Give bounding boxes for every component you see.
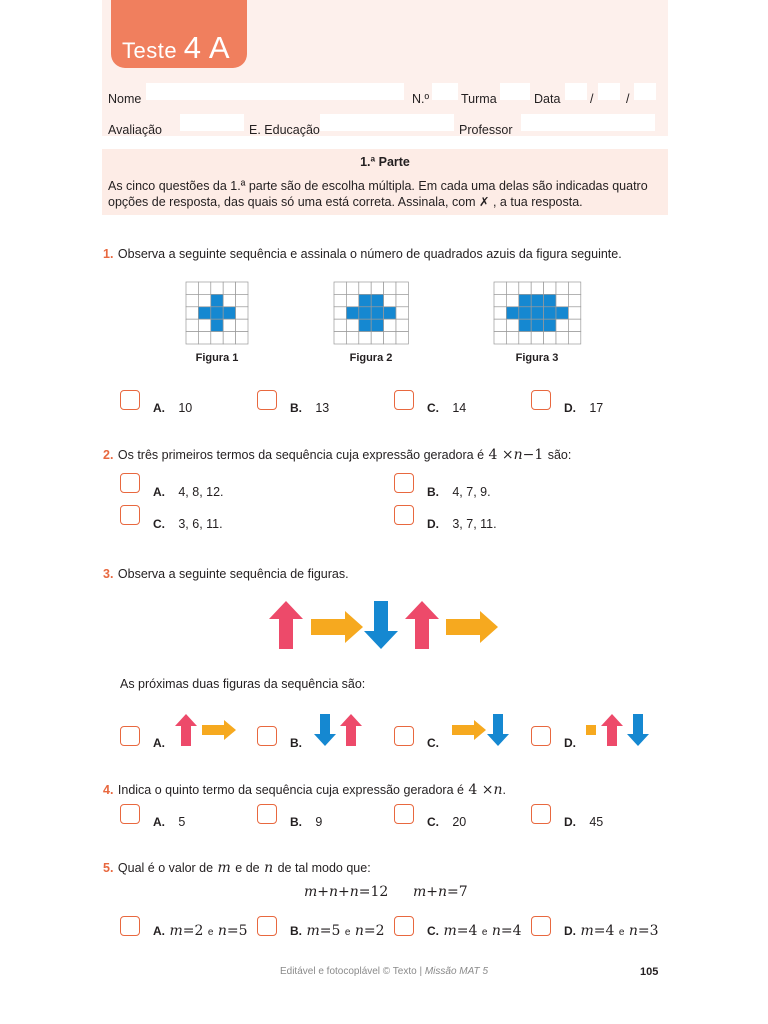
equation-2: 𝑚+𝑛=7 — [413, 884, 468, 900]
number-label: N.º — [412, 92, 430, 106]
grid-cell — [223, 319, 235, 331]
question-text: Observa a seguinte sequência e assinala o número de quadrados azuis da figura seguinte. — [117, 247, 622, 261]
grid-cell — [396, 294, 408, 306]
grid-cell — [506, 282, 518, 294]
grid-cell — [223, 282, 235, 294]
date-day-field[interactable] — [565, 83, 587, 100]
grid-cell-filled — [223, 307, 235, 319]
date-separator: / — [590, 92, 594, 106]
grid-cell-filled — [371, 294, 383, 306]
blue-down-arrow-icon — [487, 714, 509, 746]
grid-cell — [223, 294, 235, 306]
grid-cell — [494, 332, 506, 344]
grid-cell — [334, 294, 346, 306]
option-a: A. 4, 8, 12. — [153, 485, 224, 499]
grid-cell — [346, 332, 358, 344]
option-checkbox[interactable] — [120, 804, 140, 824]
grid-cell-filled — [384, 307, 396, 319]
grid-cell — [211, 332, 223, 344]
question-number: 4. — [103, 783, 114, 797]
grid-cell — [371, 282, 383, 294]
grid-cell-filled — [198, 307, 210, 319]
option-a: A. 5 — [153, 815, 186, 829]
grid-cell-filled — [544, 294, 556, 306]
grid-cell — [506, 332, 518, 344]
grid-cell — [568, 332, 580, 344]
grid-cell — [556, 319, 568, 331]
question-number: 5. — [103, 861, 114, 875]
grid-cell — [556, 282, 568, 294]
option-d: D. 45 — [564, 815, 604, 829]
figure-caption: Figura 2 — [349, 352, 393, 364]
grid-cell — [236, 294, 248, 306]
grid-cell — [384, 282, 396, 294]
grid-cell — [544, 282, 556, 294]
grid-cell-filled — [346, 307, 358, 319]
grid-cell — [506, 294, 518, 306]
math-expression: 4 ×𝑛−1 — [488, 447, 544, 463]
grid-cell-filled — [359, 294, 371, 306]
question-number: 3. — [103, 567, 114, 581]
blue-down-arrow-icon — [627, 714, 649, 746]
grid-cell — [334, 332, 346, 344]
teacher-field[interactable] — [521, 114, 655, 131]
question-text: Os três primeiros termos da sequência cuja expressão geradora é — [117, 448, 485, 462]
grid-cell-filled — [359, 307, 371, 319]
grid-cell-filled — [371, 307, 383, 319]
grid-cell — [556, 294, 568, 306]
grid-cell-filled — [531, 319, 543, 331]
blue-down-arrow-icon — [314, 714, 336, 746]
grid-cell — [346, 294, 358, 306]
grid-cell — [236, 307, 248, 319]
grid-cell — [494, 319, 506, 331]
pink-up-arrow-icon — [405, 601, 439, 649]
grid-cell-filled — [519, 319, 531, 331]
guardian-field[interactable] — [320, 114, 454, 131]
grid-cell-filled — [359, 319, 371, 331]
evaluation-field[interactable] — [180, 114, 244, 131]
grid-cell — [531, 282, 543, 294]
option-checkbox[interactable] — [257, 804, 277, 824]
option-d: D. 3, 7, 11. — [427, 517, 497, 531]
grid-cell-filled — [211, 294, 223, 306]
option-a: A. 10 — [153, 401, 193, 415]
grid-cell — [186, 282, 198, 294]
question-5: 5. Qual é o valor de 𝑚 e de 𝑛 de tal modo que: — [103, 860, 371, 876]
question-number: 2. — [103, 448, 114, 462]
pink-up-arrow-icon — [269, 601, 303, 649]
question-subtext: As próximas duas figuras da sequência são: — [120, 677, 366, 691]
orange-right-arrow-icon — [452, 720, 486, 740]
number-field[interactable] — [432, 83, 458, 100]
option-c: C. 3, 6, 11. — [153, 517, 223, 531]
grid-cell — [384, 294, 396, 306]
option-checkbox[interactable] — [531, 390, 551, 410]
grid-cell — [396, 282, 408, 294]
grid-cell — [531, 332, 543, 344]
option-d: D. 17 — [564, 401, 604, 415]
option-checkbox[interactable] — [531, 916, 551, 936]
option-b: B. 13 — [290, 401, 330, 415]
pink-up-arrow-icon — [175, 714, 197, 746]
class-label: Turma — [461, 92, 497, 106]
grid-cell — [556, 332, 568, 344]
option-checkbox[interactable] — [394, 916, 414, 936]
date-separator: / — [626, 92, 630, 106]
option-checkbox[interactable] — [257, 916, 277, 936]
option-checkbox[interactable] — [120, 726, 140, 746]
grid-cell — [198, 319, 210, 331]
option-c: C. — [427, 736, 439, 750]
grid-cell — [506, 319, 518, 331]
grid-cell — [519, 282, 531, 294]
option-checkbox[interactable] — [531, 726, 551, 746]
option-a: A. 𝑚=2 e 𝑛=5 — [153, 923, 248, 939]
grid-cell — [371, 332, 383, 344]
question-number: 1. — [103, 247, 114, 261]
option-checkbox[interactable] — [120, 505, 140, 525]
option-checkbox[interactable] — [394, 726, 414, 746]
option-c: C. 𝑚=4 e 𝑛=4 — [427, 923, 522, 939]
question-text: Indica o quinto termo da sequência cuja expressão geradora é — [117, 783, 464, 797]
part-title: 1.ª Parte — [360, 155, 410, 169]
grid-cell — [359, 282, 371, 294]
option-c: C. 20 — [427, 815, 467, 829]
option-checkbox[interactable] — [394, 473, 414, 493]
question-3 — [103, 565, 349, 583]
grid-cell — [544, 332, 556, 344]
page-number: 105 — [640, 966, 659, 978]
grid-cell — [334, 319, 346, 331]
grid-cell-filled — [544, 319, 556, 331]
option-b: B. 𝑚=5 e 𝑛=2 — [290, 923, 385, 939]
option-c: C. 14 — [427, 401, 467, 415]
teacher-label: Professor — [459, 123, 513, 137]
grid-cell — [186, 332, 198, 344]
date-label: Data — [534, 92, 561, 106]
grid-cell-filled — [519, 307, 531, 319]
question-text: Observa a seguinte sequência de figuras. — [117, 567, 349, 581]
grid-cell — [396, 332, 408, 344]
footer-credit: Editável e fotocoplável © Texto | Missão MAT 5 — [279, 966, 489, 977]
orange-square-icon — [586, 725, 596, 735]
grid-cell — [494, 282, 506, 294]
grid-cell — [186, 307, 198, 319]
grid-cell — [211, 282, 223, 294]
grid-cell — [236, 282, 248, 294]
grid-cell-filled — [211, 319, 223, 331]
grid-cell — [346, 319, 358, 331]
option-checkbox[interactable] — [257, 726, 277, 746]
grid-cell — [334, 282, 346, 294]
figure-3-grid — [494, 282, 580, 344]
option-d: D. — [564, 736, 576, 750]
option-checkbox[interactable] — [257, 390, 277, 410]
grid-cell — [568, 282, 580, 294]
grid-cell-filled — [556, 307, 568, 319]
test-title: Teste 4 A — [122, 30, 231, 65]
grid-cell — [396, 319, 408, 331]
orange-right-arrow-icon — [311, 611, 363, 643]
grid-cell — [334, 307, 346, 319]
equation-1: 𝑚+𝑛+𝑛=12 — [304, 884, 389, 900]
option-a: A. — [153, 736, 165, 750]
grid-cell — [396, 307, 408, 319]
guardian-label: E. Educação — [249, 123, 320, 137]
pink-up-arrow-icon — [340, 714, 362, 746]
evaluation-label: Avaliação — [108, 123, 162, 137]
grid-cell — [236, 319, 248, 331]
option-checkbox[interactable] — [531, 804, 551, 824]
option-b: B. 4, 7, 9. — [427, 485, 491, 499]
grid-cell — [568, 307, 580, 319]
math-expression: 4 ×𝑛 — [468, 782, 503, 798]
grid-cell — [494, 307, 506, 319]
grid-cell — [186, 319, 198, 331]
figure-1-grid — [186, 282, 248, 344]
grid-cell-filled — [211, 307, 223, 319]
date-month-field[interactable] — [598, 83, 620, 100]
grid-cell — [198, 332, 210, 344]
option-checkbox[interactable] — [394, 390, 414, 410]
grid-cell — [346, 282, 358, 294]
date-year-field[interactable] — [634, 83, 656, 100]
orange-right-arrow-icon — [446, 611, 498, 643]
name-field[interactable] — [146, 83, 404, 100]
pink-up-arrow-icon — [601, 714, 623, 746]
question-2: 2. Os três primeiros termos da sequência cuja expressão geradora é 4 ×𝑛−1 são: — [103, 447, 572, 463]
option-checkbox[interactable] — [394, 804, 414, 824]
option-checkbox[interactable] — [120, 390, 140, 410]
grid-cell — [359, 332, 371, 344]
grid-cell — [494, 294, 506, 306]
option-b: B. 9 — [290, 815, 323, 829]
option-checkbox[interactable] — [120, 473, 140, 493]
grid-cell — [519, 332, 531, 344]
grid-cell — [568, 294, 580, 306]
grid-cell-filled — [531, 294, 543, 306]
grid-cell — [223, 332, 235, 344]
figure-caption: Figura 1 — [195, 352, 239, 364]
blue-down-arrow-icon — [364, 601, 398, 649]
option-d: D. 𝑚=4 e 𝑛=3 — [564, 923, 659, 939]
grid-cell-filled — [506, 307, 518, 319]
figure-caption: Figura 3 — [515, 352, 559, 364]
question-4: 4. Indica o quinto termo da sequência cuja expressão geradora é 4 ×𝑛. — [103, 782, 506, 798]
grid-cell — [236, 332, 248, 344]
question-1 — [103, 245, 622, 263]
figure-2-grid — [334, 282, 408, 344]
grid-cell — [198, 282, 210, 294]
instructions-text: As cinco questões da 1.ª parte são de escolha múltipla. Em cada uma delas são indicadas quatro opções de resposta, das quais só uma está correta. Assinala, com ✗ , a tua resposta. — [108, 179, 648, 209]
name-label: Nome — [108, 92, 142, 106]
grid-cell-filled — [519, 294, 531, 306]
grid-cell — [384, 319, 396, 331]
grid-cell — [186, 294, 198, 306]
grid-cell-filled — [531, 307, 543, 319]
question-text: Qual é o valor de — [117, 861, 214, 875]
option-checkbox[interactable] — [120, 916, 140, 936]
grid-cell — [198, 294, 210, 306]
grid-cell — [384, 332, 396, 344]
orange-right-arrow-icon — [202, 720, 236, 740]
option-checkbox[interactable] — [394, 505, 414, 525]
grid-cell-filled — [544, 307, 556, 319]
grid-cell-filled — [371, 319, 383, 331]
class-field[interactable] — [500, 83, 530, 100]
option-b: B. — [290, 736, 302, 750]
grid-cell — [568, 319, 580, 331]
